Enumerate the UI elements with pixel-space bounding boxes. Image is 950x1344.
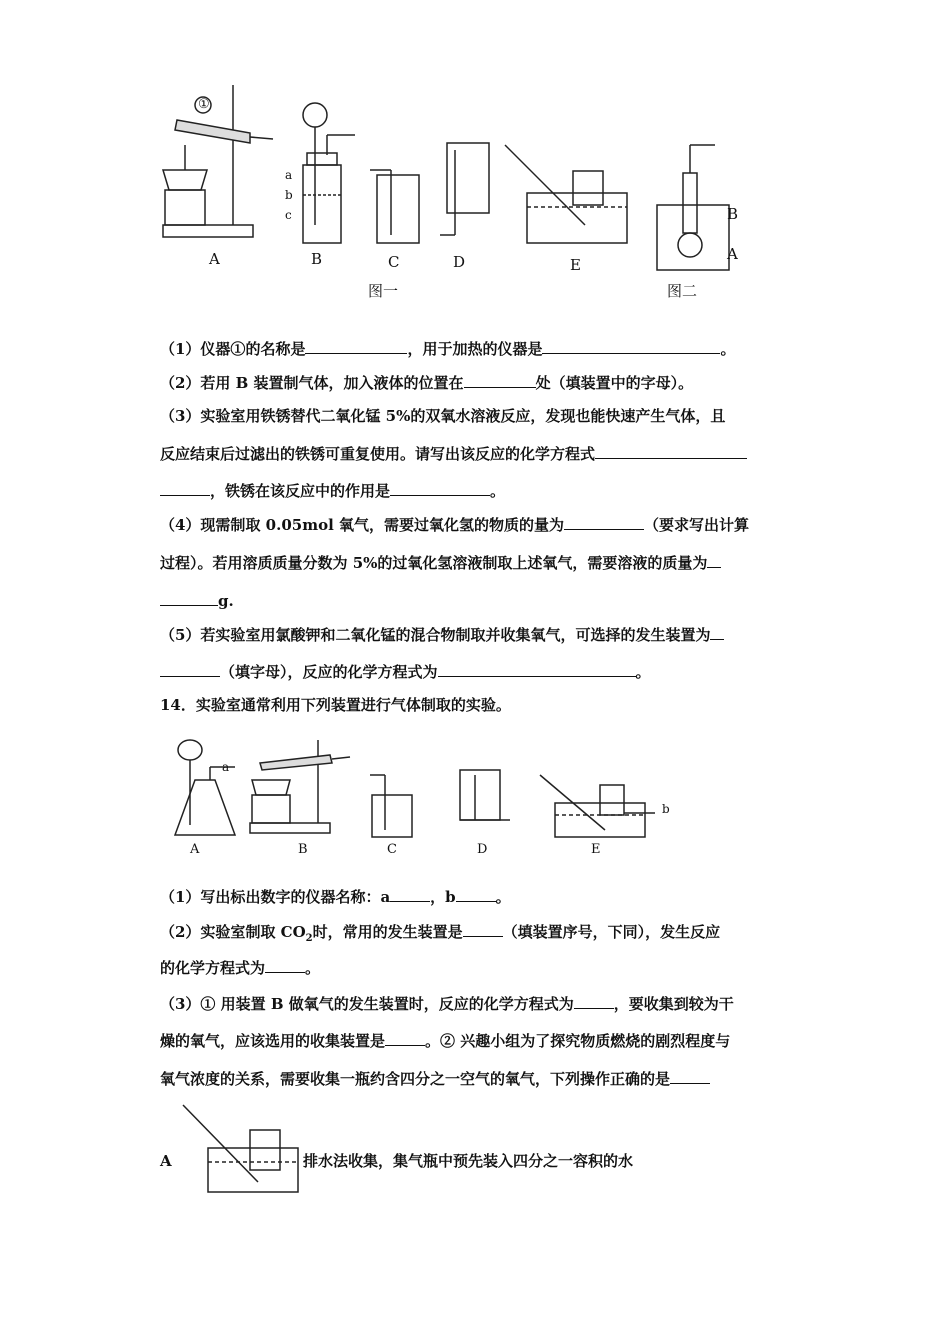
q14-blank-1[interactable] (390, 886, 430, 902)
q14-blank-3[interactable] (463, 921, 503, 937)
q14-mark-a: a (222, 760, 230, 774)
q14-label-d: D (477, 842, 488, 857)
fig1-label-d: D (453, 253, 466, 271)
q14-part2-line2: 的化学方程式为 。 (160, 959, 321, 977)
fig1-caption: 图一 (368, 282, 399, 300)
q14-part3-line3: 氧气浓度的关系，需要收集一瓶约含四分之一空气的氧气，下列操作正确的是 (160, 1068, 710, 1089)
q14-part3-line2: 燥的氧气，应该选用的收集装置是 。② 兴趣小组为了探究物质燃烧的剧烈程度与 (160, 1032, 731, 1050)
q14-blank-5[interactable] (574, 993, 614, 1009)
fig1-mark-a: a (285, 168, 293, 182)
q13-part4-line2: 过程）。若用溶质质量分数为 5%的过氧化氢溶液制取上述氧气，需要溶液的质量为 (160, 552, 721, 573)
fig1-label-c: C (388, 253, 400, 271)
q13-blank-5[interactable] (160, 480, 210, 496)
q14-part2-line1: （2）实验室制取 $CO_2$时，常用的发生装置是 （填装置序号，下同），发生反应 (160, 923, 721, 944)
q14-option-a-text: 排水法收集，集气瓶中预先装入四分之一容积的水 (303, 1152, 634, 1170)
q13-part1: （1）仪器①的名称是 ，用于加热的仪器是 。 (160, 340, 736, 358)
fig1-test-tube (175, 120, 250, 143)
q13-blank-10[interactable] (710, 624, 724, 640)
q14-part3-line1: （3）① 用装置 B 做氧气的发生装置时，反应的化学方程式为 ，要收集到较为干 (160, 995, 734, 1013)
q14-label-b: B (298, 842, 308, 857)
q14-jar-d (460, 770, 500, 820)
q14-flask-a (175, 780, 235, 835)
fig2-label-a: A (727, 245, 738, 263)
q14-mark-b: b (662, 802, 670, 816)
q14-option-a-figure (178, 1100, 303, 1195)
fig2-flask (678, 233, 702, 257)
figure-q14-apparatus (160, 735, 680, 845)
q13-part5-line1: （5）若实验室用氯酸钾和二氧化锰的混合物制取并收集氧气，可选择的发生装置为 (160, 624, 724, 645)
q14-title: 14．实验室通常利用下列装置进行气体制取的实验。 (160, 696, 511, 714)
q14-option-a-label: A (160, 1152, 172, 1170)
q13-part3-line3: ，铁锈在该反应中的作用是 。 (160, 480, 505, 501)
fig1-mark-b: b (285, 188, 293, 202)
fig1-alcohol-lamp (163, 170, 207, 190)
q13-blank-7[interactable] (564, 514, 644, 530)
q14-blank-2[interactable] (456, 886, 496, 902)
fig1-circle-number: ① (198, 97, 210, 112)
q14-blank-7[interactable] (670, 1068, 710, 1084)
q14-jar-c (372, 795, 412, 837)
fig1-label-e: E (570, 256, 581, 274)
q13-blank-11[interactable] (160, 661, 220, 677)
fig1-label-b: B (311, 250, 323, 268)
q13-part4-line1: （4）现需制取 0.05mol 氧气，需要过氧化氢的物质的量为 （要求写出计算 (160, 516, 750, 534)
q13-blank-1[interactable] (305, 338, 407, 354)
q13-blank-6[interactable] (390, 480, 490, 496)
fig1-stand-base (163, 225, 253, 237)
fig1-jar-d (447, 143, 489, 213)
q14-label-e: E (591, 842, 601, 857)
q14-label-c: C (387, 842, 397, 857)
fig2-label-b: B (727, 205, 739, 223)
q13-part3-line1: （3）实验室用铁锈替代二氧化锰 5%的双氧水溶液反应，发现也能快速产生气体，且 (160, 407, 726, 425)
fig1-bottle-b (303, 165, 341, 243)
figure-1-apparatus (155, 75, 795, 305)
q13-blank-9[interactable] (160, 590, 218, 606)
q13-part3-line2: 反应结束后过滤出的铁锈可重复使用。请写出该反应的化学方程式 (160, 443, 747, 464)
q14-label-a: A (190, 842, 200, 857)
fig2-beaker (657, 205, 729, 270)
fig1-jar-c (377, 175, 419, 243)
q13-blank-2[interactable] (542, 338, 720, 354)
q13-part4-line3: g. (160, 590, 234, 611)
q13-blank-4[interactable] (595, 443, 747, 459)
fig2-caption: 图二 (667, 282, 698, 300)
q14-part1: （1）写出标出数字的仪器名称：a ，b 。 (160, 888, 511, 906)
q14-blank-4[interactable] (265, 957, 305, 973)
q13-blank-12[interactable] (438, 661, 636, 677)
fig1-wood-block (165, 190, 205, 225)
q13-part5-line2: （填字母），反应的化学方程式为 。 (160, 661, 651, 682)
q13-blank-8[interactable] (707, 552, 721, 568)
fig1-mark-c: c (285, 208, 292, 222)
q13-part2: （2）若用 B 装置制气体，加入液体的位置在 处（填装置中的字母）。 (160, 374, 694, 392)
q13-blank-3[interactable] (464, 372, 536, 388)
q14-blank-6[interactable] (385, 1030, 425, 1046)
fig1-label-a: A (209, 250, 220, 268)
